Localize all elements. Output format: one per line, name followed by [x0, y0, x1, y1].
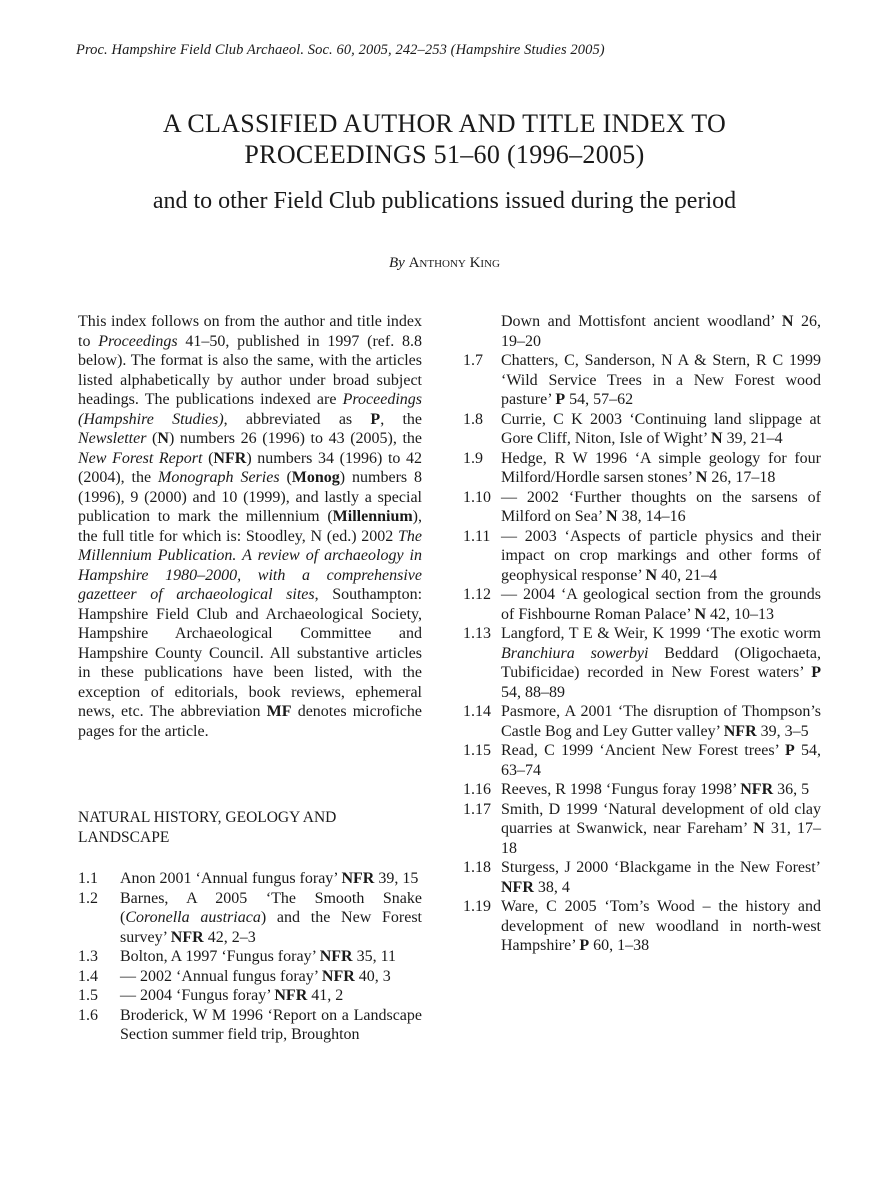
- text-run: 26, 19–20: [501, 313, 822, 350]
- bold-abbreviation: N: [711, 430, 723, 447]
- index-entry: [78, 947, 422, 967]
- bold-abbreviation: P: [555, 391, 566, 408]
- text-run: 42, 2–3: [203, 928, 256, 946]
- text-run: 38, 14–16: [617, 508, 686, 525]
- text-run: ) and the New Forest survey’: [120, 909, 423, 946]
- bold-abbreviation: Millennium: [332, 508, 413, 525]
- entry-citation: [501, 624, 821, 702]
- text-run: ) numbers 8 (1996), 9 (2000) and 10 (1999), and lastly a special publication to mark the millennium (: [78, 469, 423, 525]
- text-run: Beddard (Oligochaeta, Tubificidae) recorded in New Forest waters’: [501, 644, 821, 681]
- entry-number: 1.11: [463, 527, 491, 545]
- text-run: Barnes, A 2005 ‘The Smooth Snake (: [120, 889, 422, 926]
- section-heading: NATURAL HISTORY, GEOLOGY AND LANDSCAPE: [78, 809, 337, 846]
- index-entry: [78, 967, 422, 987]
- text-run: 54, 57–62: [565, 391, 634, 408]
- bold-abbreviation: NFR: [321, 967, 355, 985]
- text-run: Smith, D 1999 ‘Natural development of old clay quarries at Swanwick, near Fareham’: [501, 800, 821, 837]
- entry-number: 1.4: [78, 967, 98, 985]
- text-run: Sturgess, J 2000 ‘Blackgame in the New Forest’: [501, 859, 821, 876]
- text-run: Reeves, R 1998 ‘Fungus foray 1998’: [501, 781, 741, 798]
- bold-abbreviation: NFR: [341, 870, 375, 887]
- text-run: ) numbers 34 (1996) to 42 (2004), the: [78, 449, 423, 486]
- byline-by: By: [389, 255, 405, 271]
- bold-abbreviation: N: [645, 566, 658, 584]
- entry-citation: [501, 897, 821, 956]
- text-run: Langford, T E & Weir, K 1999 ‘The exotic worm: [501, 625, 821, 642]
- text-run: Currie, C K 2003 ‘Continuing land slippage at Gore Cliff, Niton, Isle of Wight’: [501, 410, 821, 447]
- index-entry: [463, 702, 821, 741]
- article-title-line-2: PROCEEDINGS 51–60 (1996–2005): [244, 140, 645, 169]
- entry-number: 1.1: [78, 870, 98, 887]
- entry-citation: [120, 1006, 422, 1045]
- italic-text: Proceedings: [98, 332, 178, 350]
- bold-abbreviation: NFR: [170, 928, 204, 946]
- bold-abbreviation: NFR: [319, 948, 353, 965]
- text-run: 26, 17–18: [707, 469, 776, 486]
- entry-number: 1.16: [463, 781, 491, 798]
- bold-abbreviation: NFR: [274, 987, 308, 1004]
- index-entry: [78, 889, 422, 948]
- bold-abbreviation: Monog: [291, 469, 340, 486]
- entry-number: 1.10: [463, 488, 491, 506]
- index-entry: [463, 741, 821, 780]
- right-column: [463, 312, 821, 956]
- index-entry: [78, 986, 422, 1006]
- entry-citation: [501, 527, 821, 586]
- entry-citation: [120, 986, 422, 1006]
- entry-citation: [501, 488, 821, 527]
- text-run: Chatters, C, Sanderson, N A & Stern, R C 1999 ‘Wild Service Trees in a New Forest wood pasture’: [501, 352, 821, 408]
- entry-number: 1.14: [463, 703, 491, 720]
- text-run: 42, 10–13: [706, 605, 774, 623]
- bold-abbreviation: N: [753, 820, 765, 837]
- bold-abbreviation: P: [579, 937, 590, 954]
- index-entry: [463, 527, 821, 586]
- text-run: 41–50, published in 1997 (ref. 8.8 below). The format is also the same, with the articles listed alphabetically by author under broad subject headings. The publications indexed are: [78, 332, 422, 408]
- italic-text: The Millennium Publication. A review of archaeology in Hampshire 1980–2000, with a comprehensive gazetteer of archaeological sites: [78, 527, 422, 603]
- entry-citation: [501, 702, 821, 741]
- index-entry: [78, 869, 422, 889]
- bold-abbreviation: N: [781, 313, 794, 330]
- italic-text: Branchiura sowerbyi: [501, 644, 649, 662]
- entry-number: 1.3: [78, 948, 98, 965]
- entry-citation: [501, 858, 821, 897]
- bold-abbreviation: MF: [266, 703, 292, 720]
- text-run: — 2002 ‘Annual fungus foray’: [120, 967, 322, 985]
- entry-number: 1.13: [463, 625, 491, 642]
- entry-number: 1.6: [78, 1006, 98, 1024]
- entry-continuation: [463, 312, 821, 351]
- index-entries-right: [463, 351, 821, 956]
- intro-paragraph: [78, 312, 422, 741]
- text-run: (: [202, 449, 214, 467]
- entry-citation: [501, 410, 821, 449]
- text-run: ) numbers 26 (1996) to 43 (2005), the: [168, 430, 423, 447]
- text-run: 39, 21–4: [722, 430, 783, 447]
- entry-number: 1.9: [463, 449, 483, 467]
- text-run: Read, C 1999 ‘Ancient New Forest trees’: [501, 742, 785, 759]
- entry-number: 1.8: [463, 410, 483, 428]
- bold-abbreviation: P: [370, 410, 381, 428]
- text-run: , Southampton: Hampshire Field Club and Archaeological Society, Hampshire Archaeological Committee and Hampshire County Council. All substantive articles in these publications have been listed, with the exception of editorials, book reviews, ephemeral news, etc. The abbreviation: [78, 586, 423, 720]
- index-entry: [463, 800, 821, 859]
- entry-number: 1.18: [463, 859, 491, 876]
- text-run: 60, 1–38: [589, 937, 650, 954]
- text-run: (: [146, 430, 158, 447]
- left-column: [78, 312, 422, 1045]
- text-run: Anon 2001 ‘Annual fungus foray’: [120, 870, 342, 887]
- text-run: (: [279, 469, 292, 486]
- index-entry: [463, 780, 821, 800]
- text-run: Ware, C 2005 ‘Tom’s Wood – the history and development of new woodland in north-west Hampshire’: [501, 898, 821, 954]
- text-run: denotes microfiche pages for the article.: [78, 703, 423, 740]
- bold-abbreviation: N: [694, 605, 706, 623]
- index-entry: [463, 449, 821, 488]
- italic-text: Newsletter: [78, 430, 147, 447]
- bold-abbreviation: N: [695, 469, 708, 486]
- entry-citation: [501, 780, 821, 800]
- bold-abbreviation: NFR: [501, 878, 534, 896]
- text-run: Down and Mottisfont ancient woodland’: [501, 313, 782, 330]
- italic-text: Coronella austriaca: [125, 909, 261, 926]
- text-run: 35, 11: [352, 948, 396, 965]
- text-run: 40, 21–4: [657, 566, 718, 584]
- entry-number: 1.7: [463, 352, 483, 369]
- index-entry: [78, 1006, 422, 1045]
- text-run: ), the full title for which is: Stoodley, N (ed.) 2002: [78, 508, 422, 545]
- text-run: 31, 17–18: [501, 820, 822, 857]
- italic-text: New Forest Report: [78, 449, 203, 467]
- text-run: Bolton, A 1997 ‘Fungus foray’: [120, 948, 320, 965]
- byline: [0, 255, 889, 272]
- text-run: — 2004 ‘A geological section from the grounds of Fishbourne Roman Palace’: [501, 586, 821, 623]
- text-run: 54, 88–89: [501, 683, 565, 701]
- article-title: [0, 108, 889, 170]
- bold-abbreviation: N: [606, 508, 618, 525]
- entry-number: 1.19: [463, 898, 491, 915]
- author-name: Anthony King: [408, 255, 500, 271]
- entry-citation: [120, 889, 422, 948]
- text-run: 39, 15: [374, 870, 419, 887]
- article-subtitle: and to other Field Club publications issued during the period: [152, 188, 737, 214]
- text-run: , abbreviated as: [223, 410, 371, 428]
- bold-abbreviation: P: [784, 742, 795, 759]
- entry-citation: [120, 967, 422, 987]
- text-run: Hedge, R W 1996 ‘A simple geology for four Milford/Hordle sarsen stones’: [501, 449, 821, 486]
- index-entry: [463, 410, 821, 449]
- text-run: 41, 2: [307, 987, 344, 1004]
- entry-citation: [120, 869, 422, 889]
- index-entry: [463, 488, 821, 527]
- text-run: 40, 3: [354, 967, 391, 985]
- entry-citation: [501, 585, 821, 624]
- bold-abbreviation: NFR: [213, 449, 247, 467]
- text-run: — 2002 ‘Further thoughts on the sarsens of Milford on Sea’: [501, 488, 821, 525]
- text-run: Pasmore, A 2001 ‘The disruption of Thompson’s Castle Bog and Ley Gutter valley’: [501, 703, 821, 740]
- entry-number: 1.5: [78, 987, 98, 1004]
- running-head: Proc. Hampshire Field Club Archaeol. Soc. 60, 2005, 242–253 (Hampshire Studies 2005): [76, 42, 605, 58]
- index-entry: [463, 858, 821, 897]
- text-run: , the: [380, 410, 422, 428]
- entry-citation: [120, 947, 422, 967]
- text-run: 39, 3–5: [756, 722, 809, 740]
- entry-citation: [501, 449, 821, 488]
- entry-number: 1.2: [78, 889, 98, 907]
- entry-number: 1.17: [463, 800, 491, 818]
- text-run: — 2003 ‘Aspects of particle physics and their impact on crop markings and other forms of geophysical response’: [501, 527, 821, 584]
- text-run: Broderick, W M 1996 ‘Report on a Landscape Section summer field trip, Broughton: [120, 1006, 422, 1043]
- bold-abbreviation: P: [811, 664, 821, 681]
- text-run: 36, 5: [773, 781, 810, 798]
- bold-abbreviation: NFR: [723, 722, 757, 740]
- text-run: — 2004 ‘Fungus foray’: [120, 987, 275, 1004]
- text-run: 38, 4: [533, 878, 570, 896]
- entry-citation: [501, 741, 821, 780]
- entry-number: 1.15: [463, 742, 491, 759]
- bold-abbreviation: NFR: [740, 781, 774, 798]
- bold-abbreviation: N: [157, 430, 169, 447]
- index-entry: [463, 351, 821, 410]
- index-entry: [463, 585, 821, 624]
- italic-text: Monograph Series: [158, 469, 280, 486]
- entry-citation: [501, 351, 821, 410]
- italic-text: Proceedings (Hampshire Studies): [78, 391, 422, 428]
- entry-number: 1.12: [463, 586, 491, 603]
- entry-citation: [501, 800, 821, 859]
- text-run: 54, 63–74: [501, 742, 822, 779]
- text-run: This index follows on from the author and title index to: [78, 313, 422, 350]
- index-entry: [463, 897, 821, 956]
- index-entry: [463, 624, 821, 702]
- index-entries-left: [78, 869, 422, 1045]
- article-title-line-1: A CLASSIFIED AUTHOR AND TITLE INDEX TO: [162, 109, 727, 138]
